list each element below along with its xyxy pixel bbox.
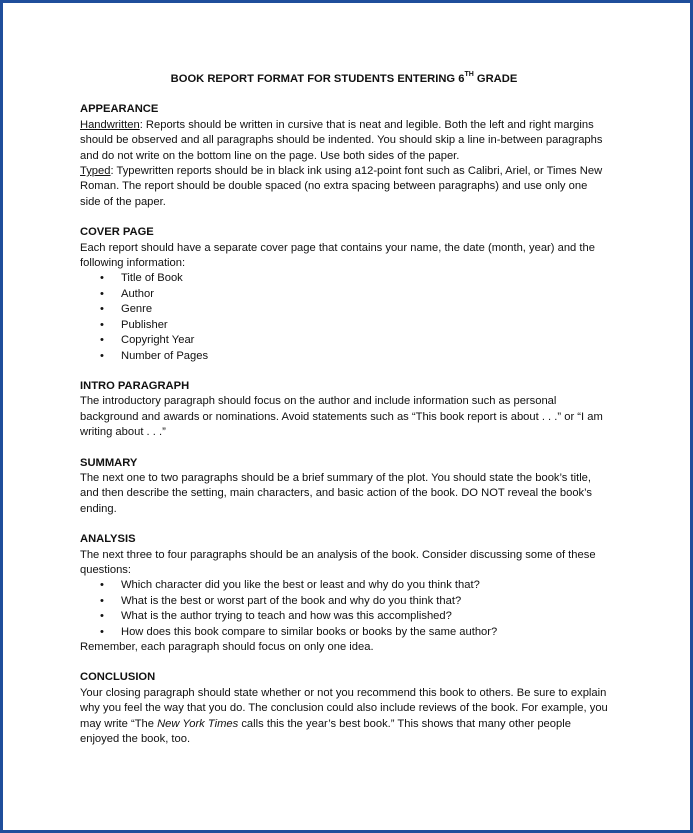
- section-conclusion: [80, 670, 608, 747]
- section-heading: COVER PAGE: [80, 226, 154, 239]
- conclusion-text-after: calls this the year’s best book.” This shows that many other people enjoyed the book, too.: [80, 717, 571, 746]
- list-item: • Number of Pages: [80, 349, 608, 364]
- typed-label: Typed: [80, 165, 111, 178]
- list-item: • Publisher: [80, 318, 608, 333]
- section-heading: APPEARANCE: [80, 103, 159, 116]
- analysis-text: The next three to four paragraphs should be an analysis of the book. Consider discussing some of these questions:: [80, 548, 596, 576]
- list-item: • Which character did you like the best or least and why do you think that?: [80, 578, 608, 593]
- section-heading: CONCLUSION: [80, 671, 156, 684]
- cover-page-text: Each report should have a separate cover page that contains your name, the date (month, year) and the following information:: [80, 241, 595, 270]
- analysis-closing: Remember, each paragraph should focus on only one idea.: [80, 641, 374, 653]
- title-suffix: GRADE: [473, 73, 518, 85]
- handwritten-label: Handwritten: [80, 118, 140, 131]
- list-item: • How does this book compare to similar books or books by the same author?: [80, 625, 608, 640]
- handwritten-text: : Reports should be written in cursive that is neat and legible. Both the left and right margins should be observed and all paragraphs should be indented. You should skip a line in-between paragraphs and do not write on the bottom line on the page. Use both sides of the paper.: [80, 118, 603, 162]
- list-item: • Genre: [80, 302, 608, 317]
- handwritten-paragraph: [80, 118, 608, 164]
- list-item: • Title of Book: [80, 271, 608, 286]
- list-item: • Author: [80, 287, 608, 302]
- typed-paragraph: [80, 164, 608, 210]
- list-item: • What is the best or worst part of the book and why do you think that?: [80, 594, 608, 609]
- document-title: [80, 72, 608, 87]
- conclusion-text-before: Your closing paragraph should state whether or not you recommend this book to others. Be sure to explain why you feel the way that you do. The conclusion could also include reviews of the book. For example, you may write “The: [80, 686, 608, 730]
- list-item: • Copyright Year: [80, 333, 608, 348]
- section-appearance: [80, 102, 608, 210]
- intro-text: The introductory paragraph should focus on the author and include information such as personal background and awards or nominations. Avoid statements such as “This book report is about . . .” or “I am writing about . . .”: [80, 395, 603, 439]
- section-analysis: [80, 532, 608, 655]
- section-intro: [80, 379, 608, 441]
- title-superscript: TH: [464, 71, 474, 79]
- section-heading: INTRO PARAGRAPH: [80, 379, 190, 392]
- summary-text: The next one to two paragraphs should be a brief summary of the plot. You should state the book’s title, and then describe the setting, main characters, and basic action of the book. DO NOT reveal the book’s ending.: [80, 471, 593, 515]
- analysis-questions-list: [80, 578, 608, 640]
- document-page: [80, 72, 608, 762]
- conclusion-text: [80, 686, 608, 748]
- title-text: BOOK REPORT FORMAT FOR STUDENTS ENTERING 6: [170, 73, 465, 85]
- list-item: • What is the author trying to teach and how was this accomplished?: [80, 609, 608, 624]
- typed-text: : Typewritten reports should be in black ink using a12-point font such as Calibri, Ariel, or Times New Roman. The report should be double spaced (no extra spacing between paragraphs) and use only one side of the paper.: [80, 165, 603, 208]
- section-heading: ANALYSIS: [80, 533, 136, 546]
- conclusion-italic: New York Times: [157, 717, 239, 730]
- section-heading: SUMMARY: [80, 456, 138, 469]
- cover-page-list: [80, 271, 608, 363]
- section-summary: [80, 456, 608, 518]
- section-cover-page: [80, 225, 608, 364]
